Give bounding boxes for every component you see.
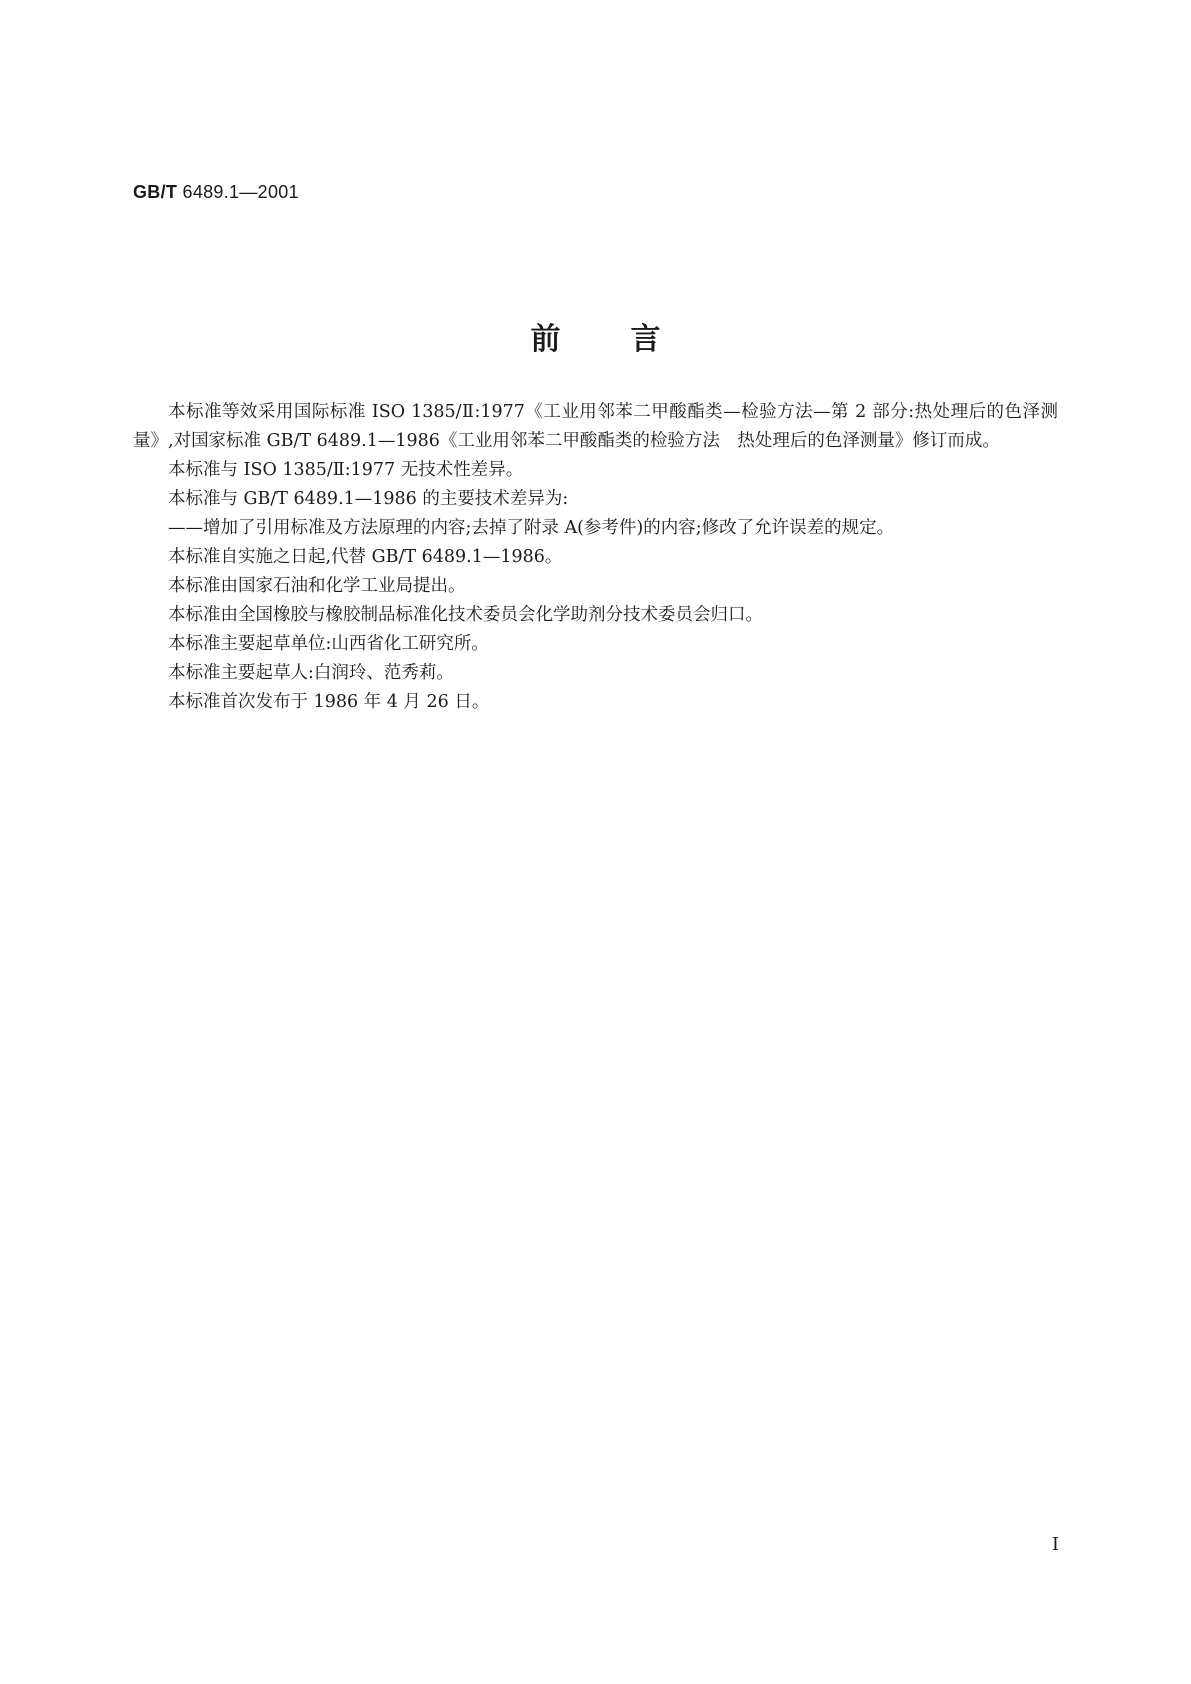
paragraph-drafters: 本标准主要起草人:白润玲、范秀莉。 bbox=[168, 663, 454, 683]
paragraph-difference-item: ——增加了引用标准及方法原理的内容;去掉了附录 A(参考件)的内容;修改了允许误差的规定。 bbox=[168, 518, 895, 538]
paragraph-committee: 本标准由全国橡胶与橡胶制品标准化技术委员会化学助剂分技术委员会归口。 bbox=[168, 605, 763, 625]
foreword-body bbox=[133, 398, 1058, 717]
page-number: I bbox=[1051, 1534, 1059, 1555]
standard-code-prefix: GB/T bbox=[133, 182, 178, 202]
paragraph-adoption: 本标准等效采用国际标准 ISO 1385/Ⅱ:1977《工业用邻苯二甲酸酯类—检验方法—第 2 部分:热处理后的色泽测量》,对国家标准 GB/T 6489.1—1986《工业用邻苯二甲酸酯类的检验方法 热处理后的色泽测量》修订而成。 bbox=[133, 402, 1058, 451]
paragraph-proposer: 本标准由国家石油和化学工业局提出。 bbox=[168, 576, 466, 596]
paragraph-replacement: 本标准自实施之日起,代替 GB/T 6489.1—1986。 bbox=[168, 547, 563, 567]
page-title: 前言 bbox=[530, 322, 731, 357]
paragraph-first-issue: 本标准首次发布于 1986 年 4 月 26 日。 bbox=[168, 692, 490, 712]
paragraph-iso-difference: 本标准与 ISO 1385/Ⅱ:1977 无技术性差异。 bbox=[168, 460, 524, 480]
standard-code-number: 6489.1—2001 bbox=[177, 182, 299, 202]
paragraph-drafting-unit: 本标准主要起草单位:山西省化工研究所。 bbox=[168, 634, 489, 654]
paragraph-main-differences: 本标准与 GB/T 6489.1—1986 的主要技术差异为: bbox=[168, 489, 569, 509]
standard-code bbox=[133, 182, 299, 203]
